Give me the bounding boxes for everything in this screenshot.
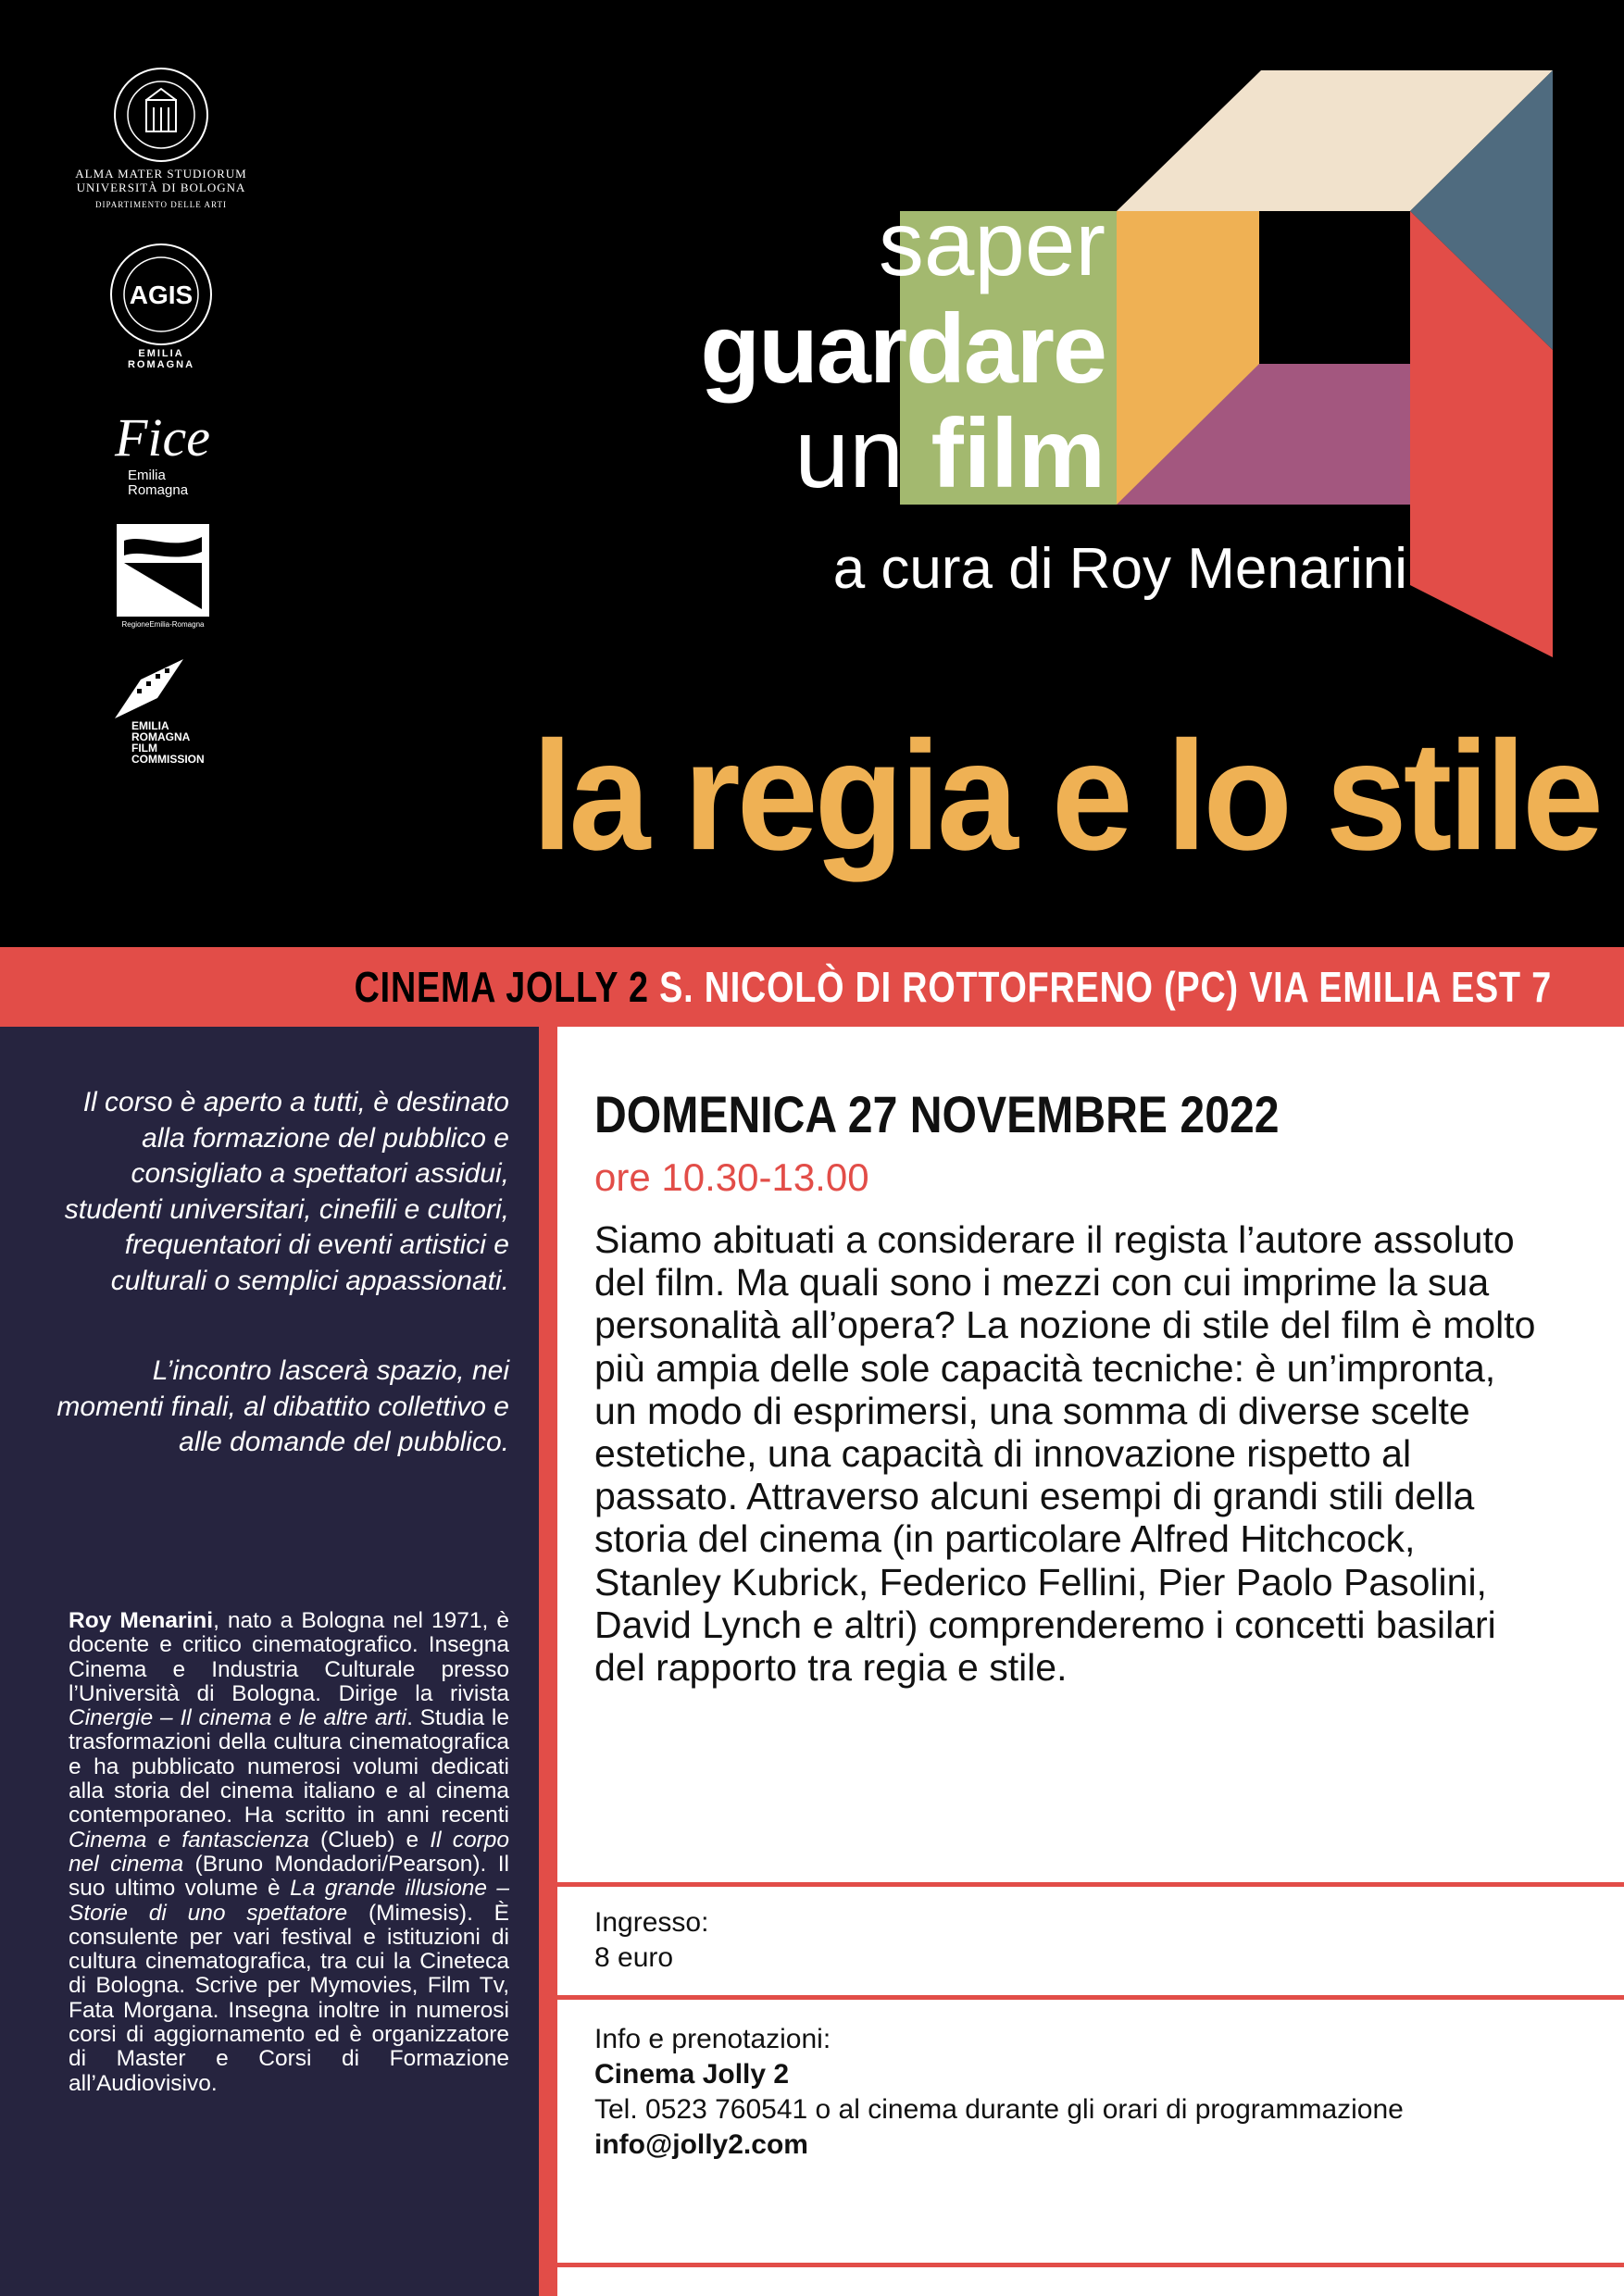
bio-journal: Cinergie – Il cinema e le altre arti — [69, 1705, 407, 1731]
bio-text-2: . Studia le trasformazioni della cultura cinematografica e ha pubblicato numerosi volumi dedicati alla storia del cinema italiano e al cinema contemporaneo. Ha scritto in anni recenti — [69, 1705, 509, 1828]
event-description: Siamo abituati a considerare il regista l’autore assoluto del film. Ma quali sono i mezzi con cui imprime la sua personalità all’opera? La nozione di stile del film è molto più ampia delle sole capacità tecniche: è un’impronta, un modo di esprimersi, una somma di diverse scelte estetiche, una capacità di innovazione rispetto al passato. Attraverso alcuni esempi di grandi stili della storia del cinema (in particolare Alfred Hitchcock, Stanley Kubrick, Federico Fellini, Pier Paolo Pasolini, David Lynch e altri) comprenderemo i concetti basilari del rapporto tra regia e stile. — [594, 1218, 1536, 1690]
bio-text-1: , nato a Bologna nel 1971, è docente e critico cinematografico. Insegna Cinema e Industria Culturale presso l’Università di Bologna. Dirige la rivista — [69, 1608, 509, 1706]
intro-paragraph-1: Il corso è aperto a tutti, è destinato alla formazione del pubblico e consigliato a spettatori assidui, studenti universitari, cinefili e cultori, frequentatori di eventi artistici e culturali o semplici appassionati. — [64, 1087, 509, 1296]
info-email-link[interactable]: info@jolly2.com — [594, 2129, 808, 2160]
intro-paragraph-2: L’incontro lascerà spazio, nei momenti finali, al dibattito collettivo e alle domande del pubblico. — [56, 1355, 509, 1457]
fice-logo-icon — [109, 404, 211, 468]
bio-text-3: (Clueb) e — [308, 1827, 431, 1853]
fice-region-line1: Emilia — [128, 468, 166, 483]
address-line — [280, 947, 1552, 1027]
venue-name: CINEMA JOLLY 2 — [354, 963, 649, 1011]
regione-label: RegioneEmilia-Romagna — [121, 620, 205, 629]
title-guard: guard — [700, 294, 964, 404]
unibo-department: DIPARTIMENTO DELLE ARTI — [95, 200, 227, 209]
title-line-guardare — [593, 294, 1106, 404]
title-line-un-film — [593, 399, 1106, 508]
title-line-saper: saper — [878, 193, 1106, 294]
divider-rule — [557, 1882, 1624, 1887]
curator: a cura di Roy Menarini — [832, 537, 1407, 601]
unibo-seal-icon — [113, 67, 209, 163]
unibo-name — [56, 167, 267, 194]
graphic-top-black — [1259, 211, 1410, 364]
entry-price: 8 euro — [594, 1942, 674, 1973]
unibo-name-line1: ALMA MATER STUDIORUM — [75, 167, 247, 181]
svg-text:Fice: Fice — [115, 407, 211, 468]
event-date: DOMENICA 27 NOVEMBRE 2022 — [594, 1085, 1280, 1143]
bio-name: Roy Menarini — [69, 1608, 214, 1633]
title-un: un — [794, 399, 931, 508]
venue-address: S. NICOLÒ DI ROTTOFRENO (PC) VIA EMILIA EST 7 — [659, 963, 1552, 1011]
event-time: ore 10.30-13.00 — [594, 1155, 869, 1199]
agis-region-line1: EMILIA — [138, 348, 184, 359]
agis-region — [109, 348, 213, 370]
info-label: Info e prenotazioni: — [594, 2024, 831, 2054]
unibo-name-line2: UNIVERSITÀ DI BOLOGNA — [76, 181, 246, 194]
film-commission-line2: ROMAGNA — [131, 730, 191, 743]
divider-rule — [557, 1995, 1624, 2000]
fice-region-line2: Romagna — [128, 482, 189, 498]
bio-text-5: (Mimesis). È consulente per vari festival e istituzioni di cultura cinematografica, tra cui la Cineteca di Bologna. Scrive per Mymovies, Film Tv, Fata Morgana. Insegna inoltre in numerosi corsi di aggiornamento ed è organizzatore di Master e Corsi di Formazione all’Audiovisivo. — [69, 1900, 509, 2096]
info-venue: Cinema Jolly 2 — [594, 2059, 790, 2090]
film-commission-line3: FILM — [131, 742, 157, 755]
entry-label: Ingresso: — [594, 1907, 709, 1938]
divider-rule — [557, 2263, 1624, 2267]
fice-region — [128, 468, 188, 498]
column-divider — [539, 1027, 557, 2296]
film-commission-line1: EMILIA — [131, 719, 169, 732]
bio-book-2: Il corpo nel cinema — [69, 1827, 509, 1877]
title-film: film — [931, 399, 1106, 508]
event-subtitle: la regia e lo stile — [531, 709, 1600, 883]
agis-region-line2: ROMAGNA — [127, 359, 195, 370]
bio-text-4: (Bruno Mondadori/Pearson). Il suo ultimo volume è — [69, 1851, 509, 1902]
regione-logo-icon — [117, 524, 209, 617]
bio-book-3: La grande illusione – Storie di uno spettatore — [69, 1876, 509, 1926]
title-are: are — [963, 294, 1106, 404]
curator-bio — [69, 1609, 509, 2096]
film-commission-line4: COMMISSION — [131, 753, 205, 766]
info-phone[interactable]: Tel. 0523 760541 o al cinema durante gli orari di programmazione — [594, 2094, 1404, 2125]
film-commission-logo-icon — [113, 654, 185, 720]
svg-text:AGIS: AGIS — [129, 281, 194, 309]
agis-logo-icon — [109, 243, 213, 346]
film-commission-label — [131, 720, 205, 765]
bio-book-1: Cinema e fantascienza — [69, 1827, 309, 1853]
